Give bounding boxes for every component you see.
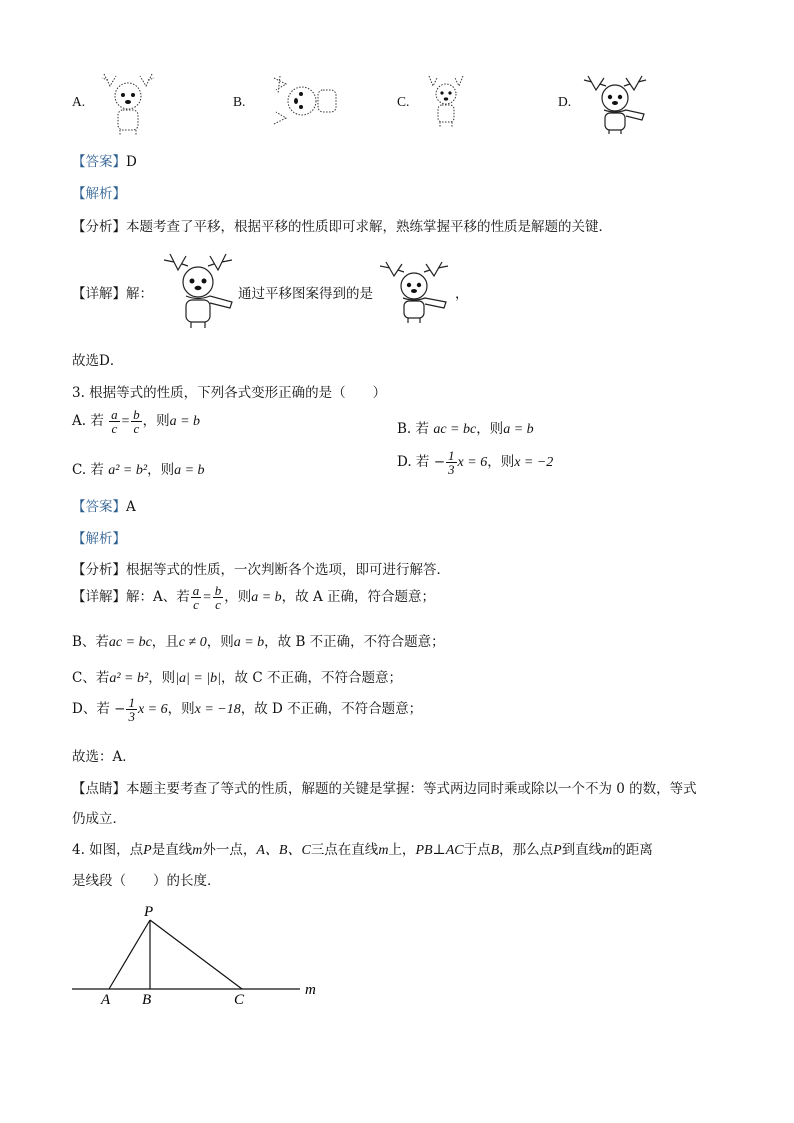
q2-detail-line <box>72 282 153 302</box>
q3-stem: 3. 根据等式的性质，下列各式变形正确的是（ ） <box>72 385 387 401</box>
q4-stem-line-1: 4. 如图，点P是直线m外一点，A、B、C三点在直线m上，PB⊥AC于点B，那么点P到直线m的距离 <box>72 842 653 858</box>
detail-tag: 【详解】 <box>72 286 126 302</box>
q2-conclusion: 故选D． <box>72 353 124 369</box>
q3-answer-line: 【答案】A <box>72 499 136 515</box>
q3-point-line-1: 【点睛】本题主要考查了等式的性质，解题的关键是掌握：等式两边同时乘或除以一个不为 0 的数，等式 <box>72 781 697 797</box>
q3-option-b: B. 若 ac = bc，则a = b <box>397 421 534 437</box>
q3-detail-b: B、若ac = bc，且c ≠ 0，则a = b，故 B 不正确，不符合题意； <box>72 634 445 650</box>
label-a: A <box>101 992 111 1008</box>
q2-fenxi-line <box>72 215 612 235</box>
q3-point-line-2: 仍成立． <box>72 811 126 827</box>
q2-detail-end <box>455 282 469 302</box>
q2-analysis-heading <box>72 182 126 202</box>
option-a-deer-image <box>96 68 160 138</box>
segment-pc <box>150 920 242 989</box>
option-d-label: D. <box>558 94 572 109</box>
fenxi-tag: 【分析】 <box>72 219 126 235</box>
option-c-label: C. <box>397 94 410 109</box>
geometry-figure <box>68 900 338 1012</box>
q3-conclusion: 故选：A． <box>72 749 136 765</box>
analysis-tag: 【解析】 <box>72 186 126 202</box>
label-m: m <box>305 982 316 998</box>
label-p: P <box>144 904 154 920</box>
option-a-label: A. <box>72 94 86 109</box>
option-c-deer-image <box>423 72 469 130</box>
q2-answer-line <box>72 150 137 170</box>
original-deer-image <box>160 248 240 330</box>
label-b: B <box>142 992 152 1008</box>
answer-value: D <box>126 154 137 170</box>
label-c: C <box>234 992 245 1008</box>
fraction-a-over-c: $\frac{a}{c}$ <box>111 407 118 436</box>
option-d-deer-image <box>580 70 656 136</box>
fenxi-text: 本题考查了平移，根据平移的性质即可求解，熟练掌握平移的性质是解题的关键． <box>126 219 612 235</box>
segment-pa <box>109 920 150 989</box>
option-b-label: B. <box>233 94 246 109</box>
fraction-b-over-c: $\frac{b}{c}$ <box>133 407 140 436</box>
detail-text-3: ， <box>455 286 469 302</box>
q3-option-d: D. 若 − $\frac{1}{3}$ x = 6，则x = −2 <box>397 448 554 477</box>
detail-text-2: 通过平移图案得到的是 <box>238 286 373 302</box>
q3-detail-d: D、若 − $\frac{1}{3}$ x = 6，则x = −18，故 D 不正确，不符合题意； <box>72 695 423 724</box>
opt-a-prefix: A. 若 <box>72 413 104 429</box>
q2-detail-mid <box>238 282 373 302</box>
q3-option-a: A. 若 $\frac{a}{c}$ = $\frac{b}{c}$ ，则a = b <box>72 407 201 436</box>
q3-fenxi-line: 【分析】根据等式的性质，一次判断各个选项，即可进行解答． <box>72 562 450 578</box>
q3-analysis-heading: 【解析】 <box>72 531 126 547</box>
answer-tag: 【答案】 <box>72 154 126 170</box>
translated-deer-image <box>376 258 456 324</box>
q4-stem-line-2: 是线段（ ）的长度． <box>72 873 221 889</box>
q3-option-c: C. 若 a² = b²，则a = b <box>72 462 205 478</box>
q3-detail-a: 【详解】解：A、若 $\frac{a}{c}$ = $\frac{b}{c}$ ，则a = b，故 A 正确，符合题意； <box>72 583 435 612</box>
fraction-one-third: $\frac{1}{3}$ <box>448 448 455 477</box>
option-b-deer-image <box>268 70 344 132</box>
q3-detail-c: C、若a² = b²，则|a| = |b|，故 C 不正确，不符合题意； <box>72 670 402 686</box>
detail-text-1: 解： <box>126 286 153 302</box>
